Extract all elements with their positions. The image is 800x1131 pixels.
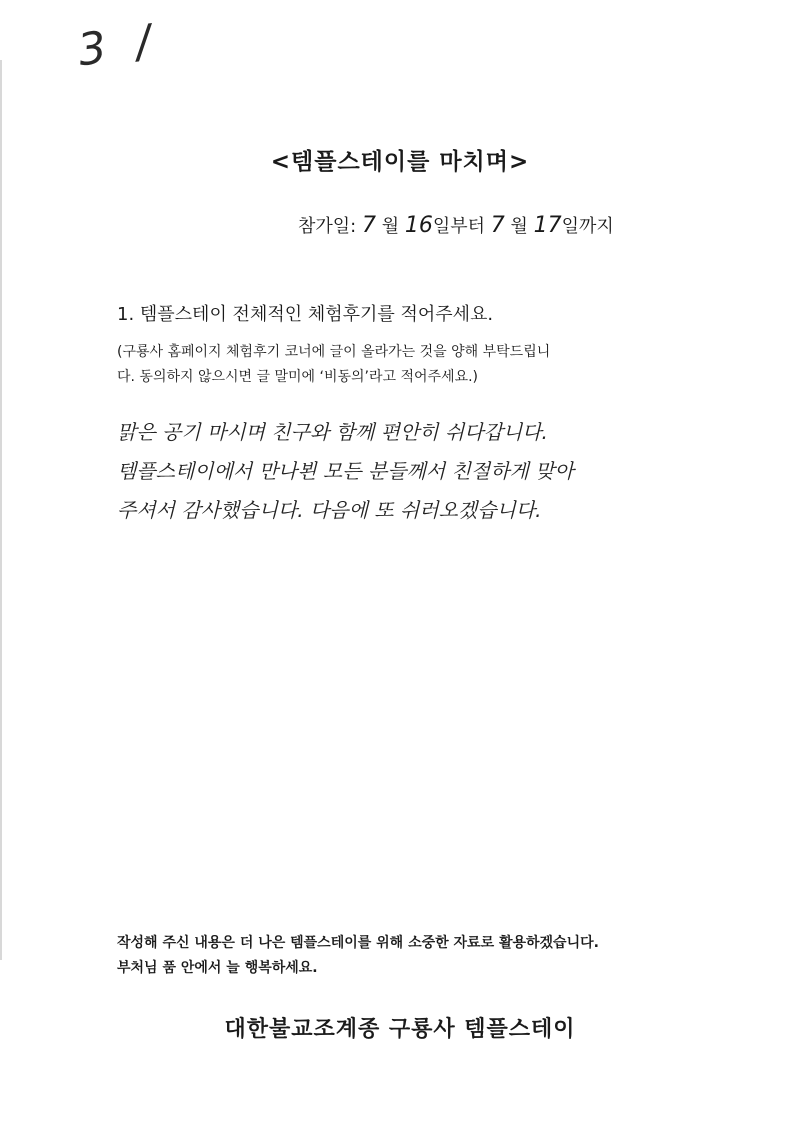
end-suffix: 일까지 xyxy=(561,216,614,237)
answer-line: 맑은 공기 마시며 친구와 함께 편안히 쉬다갑니다. xyxy=(117,420,548,444)
month-unit: 월 xyxy=(381,216,400,237)
footer-note xyxy=(117,931,599,981)
footer-line: 작성해 주신 내용은 더 나은 템플스테이를 위해 소중한 자료로 활용하겠습니다. xyxy=(117,935,599,951)
page-title: <템플스테이를 마치며> xyxy=(270,149,530,175)
answer-line: 주셔서 감사했습니다. 다음에 또 쉬러오겠습니다. xyxy=(117,498,542,522)
start-month: 7 xyxy=(361,213,376,238)
period-label: 참가일: xyxy=(298,216,357,237)
handwritten-page-number: 3 / xyxy=(74,14,162,77)
participation-period xyxy=(298,212,614,238)
end-month: 7 xyxy=(490,213,505,238)
month-unit: 월 xyxy=(510,216,528,237)
question-note-line: (구룡사 홈페이지 체험후기 코너에 글이 올라가는 것을 양해 부탁드립니 xyxy=(117,344,551,360)
question-note-line: 다. 동의하지 않으시면 글 말미에 ‘비동의’라고 적어주세요.) xyxy=(117,369,479,385)
scan-edge xyxy=(0,60,2,960)
question-note xyxy=(117,340,717,390)
start-suffix: 일부터 xyxy=(432,216,485,237)
footer-line: 부처님 품 안에서 늘 행복하세요. xyxy=(117,960,318,976)
question-heading: 1. 템플스테이 전체적인 체험후기를 적어주세요. xyxy=(117,304,494,325)
start-day: 16 xyxy=(404,213,433,238)
end-day: 17 xyxy=(533,213,562,238)
answer-line: 템플스테이에서 만나뵌 모든 분들께서 친절하게 맞아 xyxy=(117,459,574,483)
handwritten-answer xyxy=(117,413,707,530)
organization-name: 대한불교조계종 구룡사 템플스테이 xyxy=(224,1017,576,1042)
